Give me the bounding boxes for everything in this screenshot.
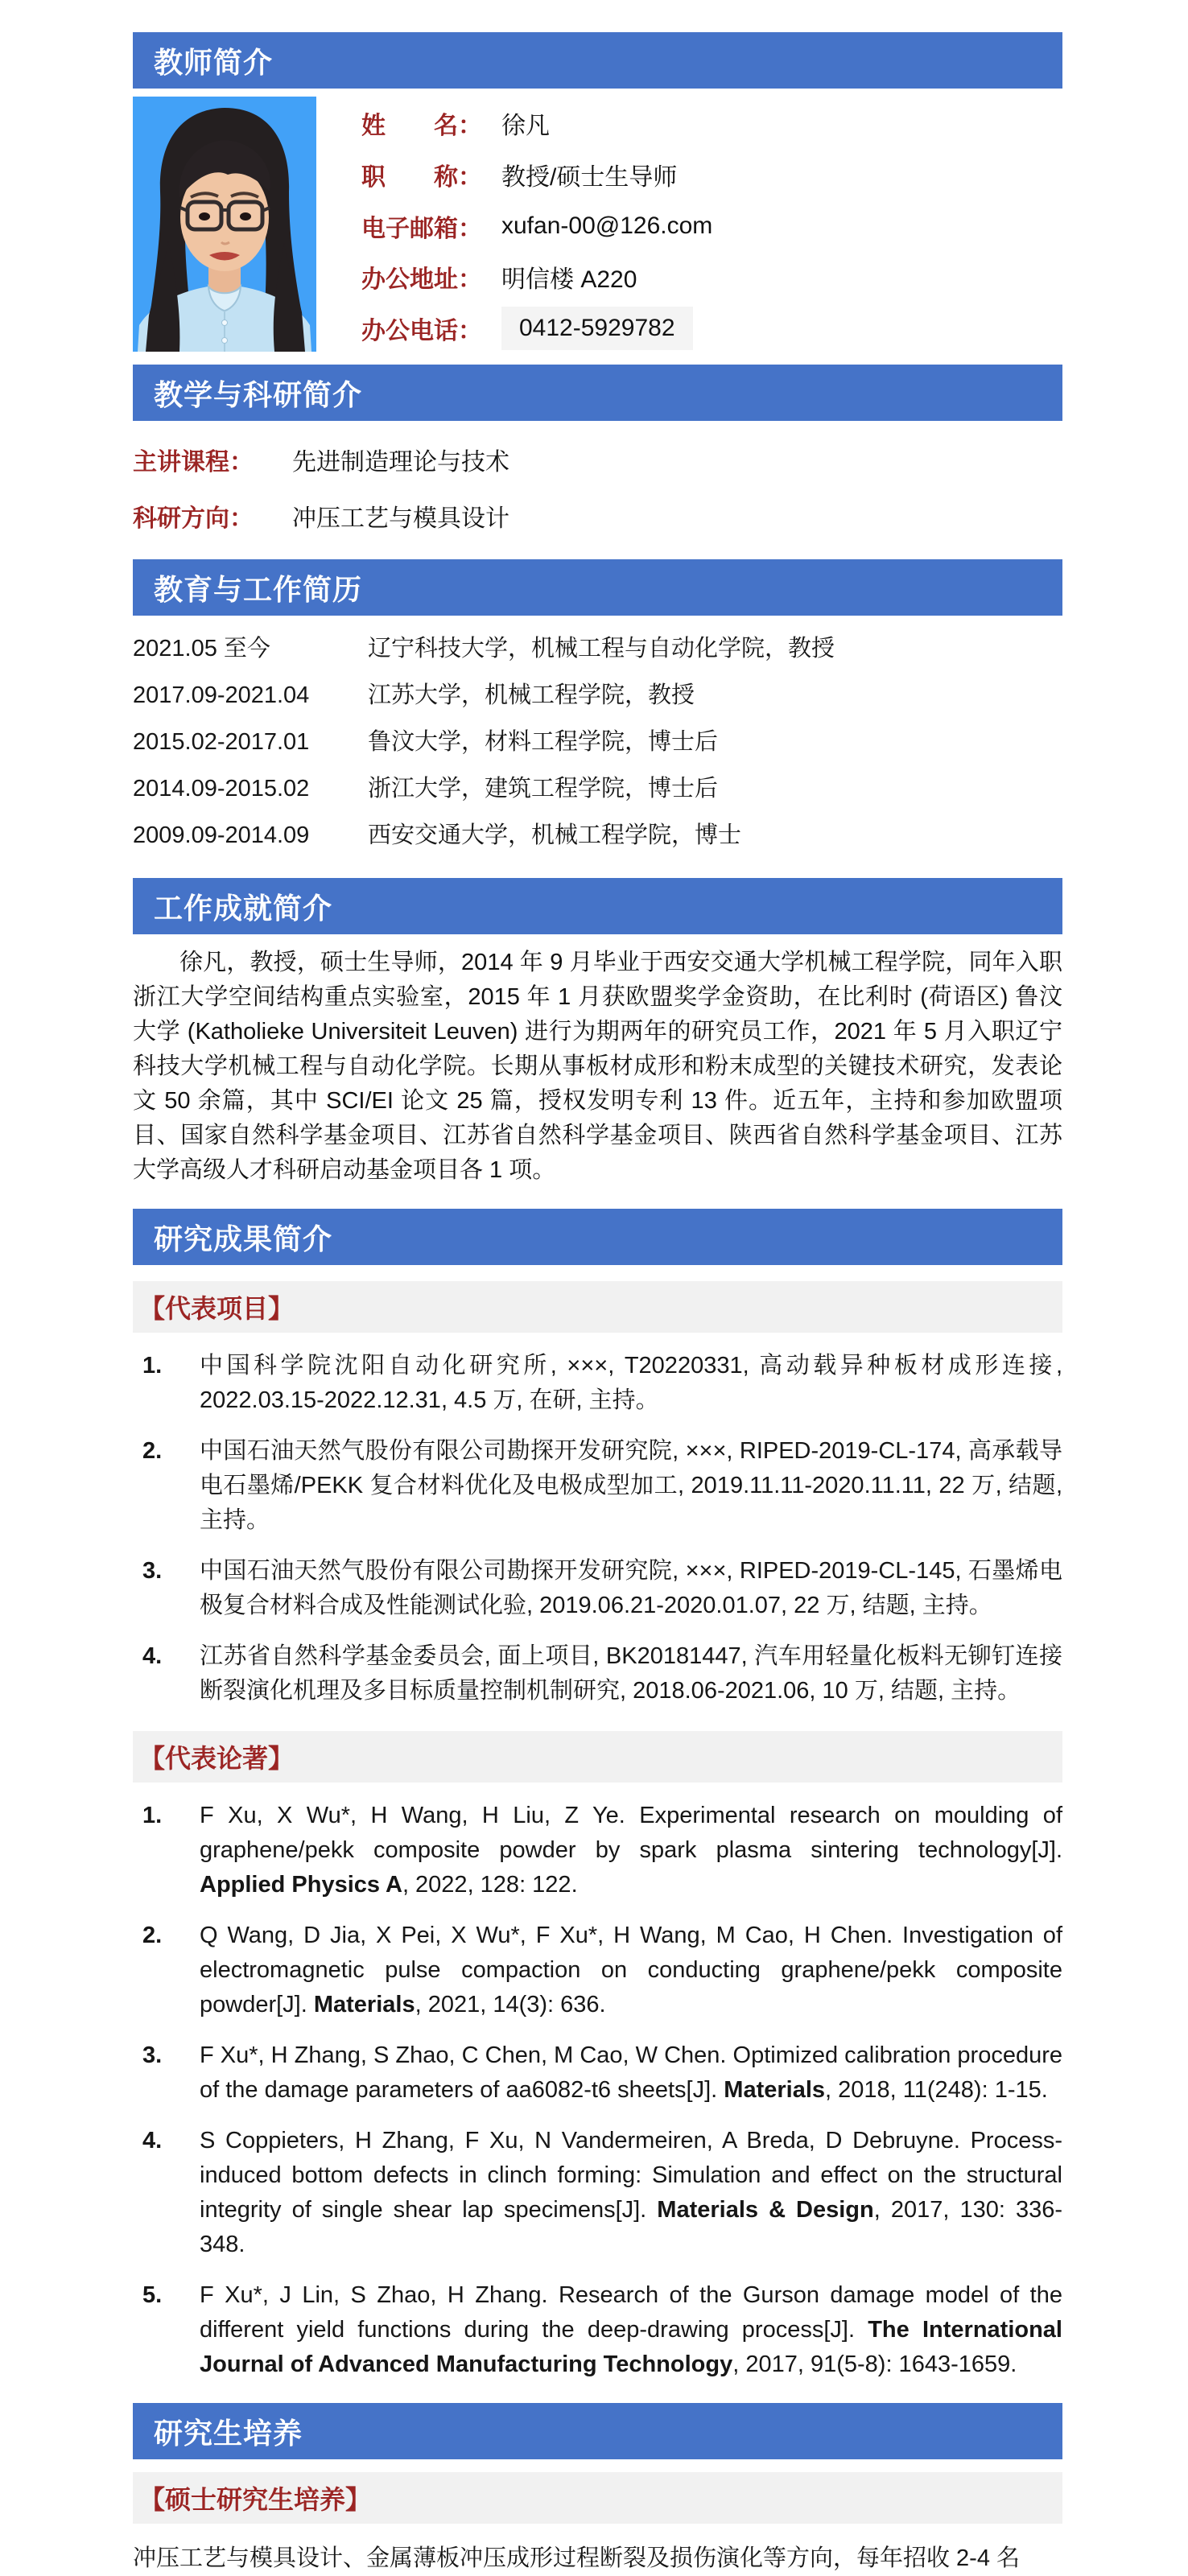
publication-number: 4. xyxy=(142,2128,163,2154)
field-office-phone-value: 0412-5929782 xyxy=(501,307,693,350)
project-text: 中国科学院沈阳自动化研究所, ×××, T20220331, 高动载异种板材成形连接, 2022.03.15-2022.12.31, 4.5 万, 在研, 主持。 xyxy=(200,1353,1062,1413)
publication-text xyxy=(200,1919,1062,2022)
achievements-paragraph: 徐凡，教授，硕士生导师，2014 年 9 月毕业于西安交通大学机械工程学院，同年入职浙江大学空间结构重点实验室，2015 年 1 月获欧盟奖学金资助，在比利时 (荷语区) 鲁汶大学 (Katholieke Universiteit Leuven) 进行为期两年的研究员工作，2021 年 5 月入职辽宁科技大学机械工程与自动化学院。长期从事板材成形和粉末成型的关键技术研究，发表论文 50 余篇，其中 SCI/EI 论文 25 篇，授权发明专利 13 件。近五年，主持和参加欧盟项目、国家自然科学基金项目、江苏省自然科学基金项目、陕西省自然科学基金项目、江苏大学高级人才科研启动基金项目各 1 项。 xyxy=(133,950,1062,1183)
section-banner-education-history xyxy=(133,559,1062,616)
field-title-value: 教授/硕士生导师 xyxy=(501,163,678,191)
publication-item xyxy=(133,1799,1062,1902)
publication-journal: Materials xyxy=(724,2077,826,2103)
project-item xyxy=(133,1349,1062,1418)
section-banner-research-results xyxy=(133,1209,1062,1265)
publication-cite-tail: , 2021, 14(3): 636. xyxy=(415,1992,606,2018)
publication-item xyxy=(133,2278,1062,2382)
project-text: 江苏省自然科学基金委员会, 面上项目, BK20181447, 汽车用轻量化板料无铆钉连接断裂演化机理及多目标质量控制机制研究, 2018.06-2021.06, 10 万, 结题, 主持。 xyxy=(200,1643,1062,1704)
profile-fields xyxy=(361,97,1062,352)
publication-number: 2. xyxy=(142,1923,163,1948)
courses-row xyxy=(133,442,1062,477)
publication-journal: Materials xyxy=(313,1992,415,2018)
publication-journal: Materials & Design xyxy=(657,2197,874,2223)
subsection-header-projects: 【代表项目】 xyxy=(133,1281,1062,1333)
field-name-label: 姓 名： xyxy=(361,113,482,139)
education-row xyxy=(133,682,1062,709)
field-office-phone xyxy=(361,305,1062,352)
field-email xyxy=(361,203,1062,249)
education-detail: 鲁汶大学，材料工程学院，博士后 xyxy=(368,729,719,755)
field-name-value: 徐凡 xyxy=(501,113,550,139)
publication-text xyxy=(200,2278,1062,2382)
project-item xyxy=(133,1434,1062,1538)
field-name xyxy=(361,100,1062,146)
publication-text xyxy=(200,1799,1062,1902)
profile-block xyxy=(133,97,1062,352)
section-banner-achievements xyxy=(133,878,1062,934)
research-direction-label: 科研方向： xyxy=(133,505,254,532)
portrait-photo-image xyxy=(133,97,316,352)
education-history-list xyxy=(133,635,1062,865)
section-title: 研究生培养 xyxy=(154,2416,303,2450)
education-row xyxy=(133,728,1062,756)
publication-number: 3. xyxy=(142,2042,163,2068)
field-office-address xyxy=(361,253,1062,300)
publication-number: 1. xyxy=(142,1803,163,1828)
project-number: 1. xyxy=(142,1353,163,1379)
project-text: 中国石油天然气股份有限公司勘探开发研究院, ×××, RIPED-2019-CL-174, 高承载导电石墨烯/PEKK 复合材料优化及电极成型加工, 2019.11.11-2020.11.11, 22 万, 结题, 主持。 xyxy=(200,1438,1062,1533)
publication-authors-title: S Coppieters, H Zhang, F Xu, N Vandermeiren, A Breda, D Debruyne. Process-induced bottom defects in clinch forming: Simulation and effect on the structural integrity of single shear lap specimens[J]. xyxy=(200,2128,1062,2223)
education-detail: 江苏大学，机械工程学院，教授 xyxy=(368,682,695,708)
publication-text xyxy=(200,2038,1062,2108)
field-title xyxy=(361,151,1062,198)
section-banner-graduate-training xyxy=(133,2403,1062,2459)
section-title: 教师简介 xyxy=(154,45,274,79)
faculty-profile-page xyxy=(133,0,1062,2576)
education-period: 2015.02-2017.01 xyxy=(133,729,310,755)
field-office-address-label: 办公地址： xyxy=(361,266,482,294)
section-title: 工作成就简介 xyxy=(154,891,333,925)
publication-authors-title: F Xu, X Wu*, H Wang, H Liu, Z Ye. Experimental research on moulding of graphene/pekk composite powder by spark plasma sintering technology[J]. xyxy=(200,1803,1062,1863)
publication-item xyxy=(133,1919,1062,2022)
education-row xyxy=(133,775,1062,802)
section-title: 教育与工作简历 xyxy=(154,572,363,606)
publication-journal: Applied Physics A xyxy=(200,1872,402,1898)
section-banner-teaching-research xyxy=(133,365,1062,421)
research-direction-value: 冲压工艺与模具设计 xyxy=(292,505,509,532)
portrait-photo xyxy=(133,97,316,352)
publication-item xyxy=(133,2124,1062,2262)
project-number: 4. xyxy=(142,1643,163,1669)
subsection-header-publications: 【代表论著】 xyxy=(133,1731,1062,1783)
courses-value: 先进制造理论与技术 xyxy=(292,449,509,476)
education-period: 2014.09-2015.02 xyxy=(133,776,310,802)
graduate-training-text: 冲压工艺与模具设计、金属薄板冲压成形过程断裂及损伤演化等方向，每年招收 2-4 名 xyxy=(133,2545,1021,2571)
publication-cite-tail: , 2022, 128: 122. xyxy=(402,1872,578,1898)
publication-authors-title: F Xu*, H Zhang, S Zhao, C Chen, M Cao, W Chen. Optimized calibration procedure of the damage parameters of aa6082-t6 sheets[J]. xyxy=(200,2042,1062,2103)
publication-text xyxy=(200,2124,1062,2262)
subsection-header-master-training: 【硕士研究生培养】 xyxy=(133,2472,1062,2524)
project-number: 2. xyxy=(142,1438,163,1464)
field-email-label: 电子邮箱： xyxy=(361,215,482,242)
courses-label: 主讲课程： xyxy=(133,449,254,476)
section-title: 教学与科研简介 xyxy=(154,377,363,411)
publication-authors-title: F Xu*, J Lin, S Zhao, H Zhang. Research of the Gurson damage model of the different yield functions during the deep-drawing process[J]. xyxy=(200,2282,1062,2343)
section-banner-teacher-intro xyxy=(133,32,1062,89)
publication-authors-title: Q Wang, D Jia, X Pei, X Wu*, F Xu*, H Wang, M Cao, H Chen. Investigation of electromagnetic pulse compaction on conducting graphene/pekk composite powder[J]. xyxy=(200,1923,1062,2018)
project-item xyxy=(133,1639,1062,1708)
publication-item xyxy=(133,2038,1062,2108)
education-period: 2017.09-2021.04 xyxy=(133,682,310,708)
section-title: 研究成果简介 xyxy=(154,1222,333,1255)
publication-journal: The International Journal of Advanced Manufacturing Technology xyxy=(200,2317,1062,2377)
education-period: 2009.09-2014.09 xyxy=(133,822,310,848)
education-row xyxy=(133,635,1062,662)
project-text: 中国石油天然气股份有限公司勘探开发研究院, ×××, RIPED-2019-CL-145, 石墨烯电极复合材料合成及性能测试化验, 2019.06.21-2020.01.07, 22 万, 结题, 主持。 xyxy=(200,1558,1062,1618)
education-detail: 西安交通大学，机械工程学院，博士 xyxy=(368,822,742,848)
education-detail: 浙江大学，建筑工程学院，博士后 xyxy=(368,776,719,802)
field-office-address-value: 明信楼 A220 xyxy=(501,266,637,294)
field-office-phone-label: 办公电话： xyxy=(361,318,482,344)
field-title-label: 职 称： xyxy=(361,163,482,191)
project-number: 3. xyxy=(142,1558,163,1584)
publication-cite-tail: , 2017, 130: 336-348. xyxy=(200,2197,1062,2257)
publication-cite-tail: , 2017, 91(5-8): 1643-1659. xyxy=(732,2351,1017,2377)
research-direction-row xyxy=(133,498,1062,534)
education-row xyxy=(133,822,1062,849)
publication-number: 5. xyxy=(142,2282,163,2308)
education-detail: 辽宁科技大学，机械工程与自动化学院，教授 xyxy=(368,636,835,662)
field-email-value: xufan-00@126.com xyxy=(501,212,713,239)
education-period: 2021.05 至今 xyxy=(133,636,270,662)
publication-cite-tail: , 2018, 11(248): 1-15. xyxy=(825,2077,1048,2103)
project-item xyxy=(133,1554,1062,1623)
